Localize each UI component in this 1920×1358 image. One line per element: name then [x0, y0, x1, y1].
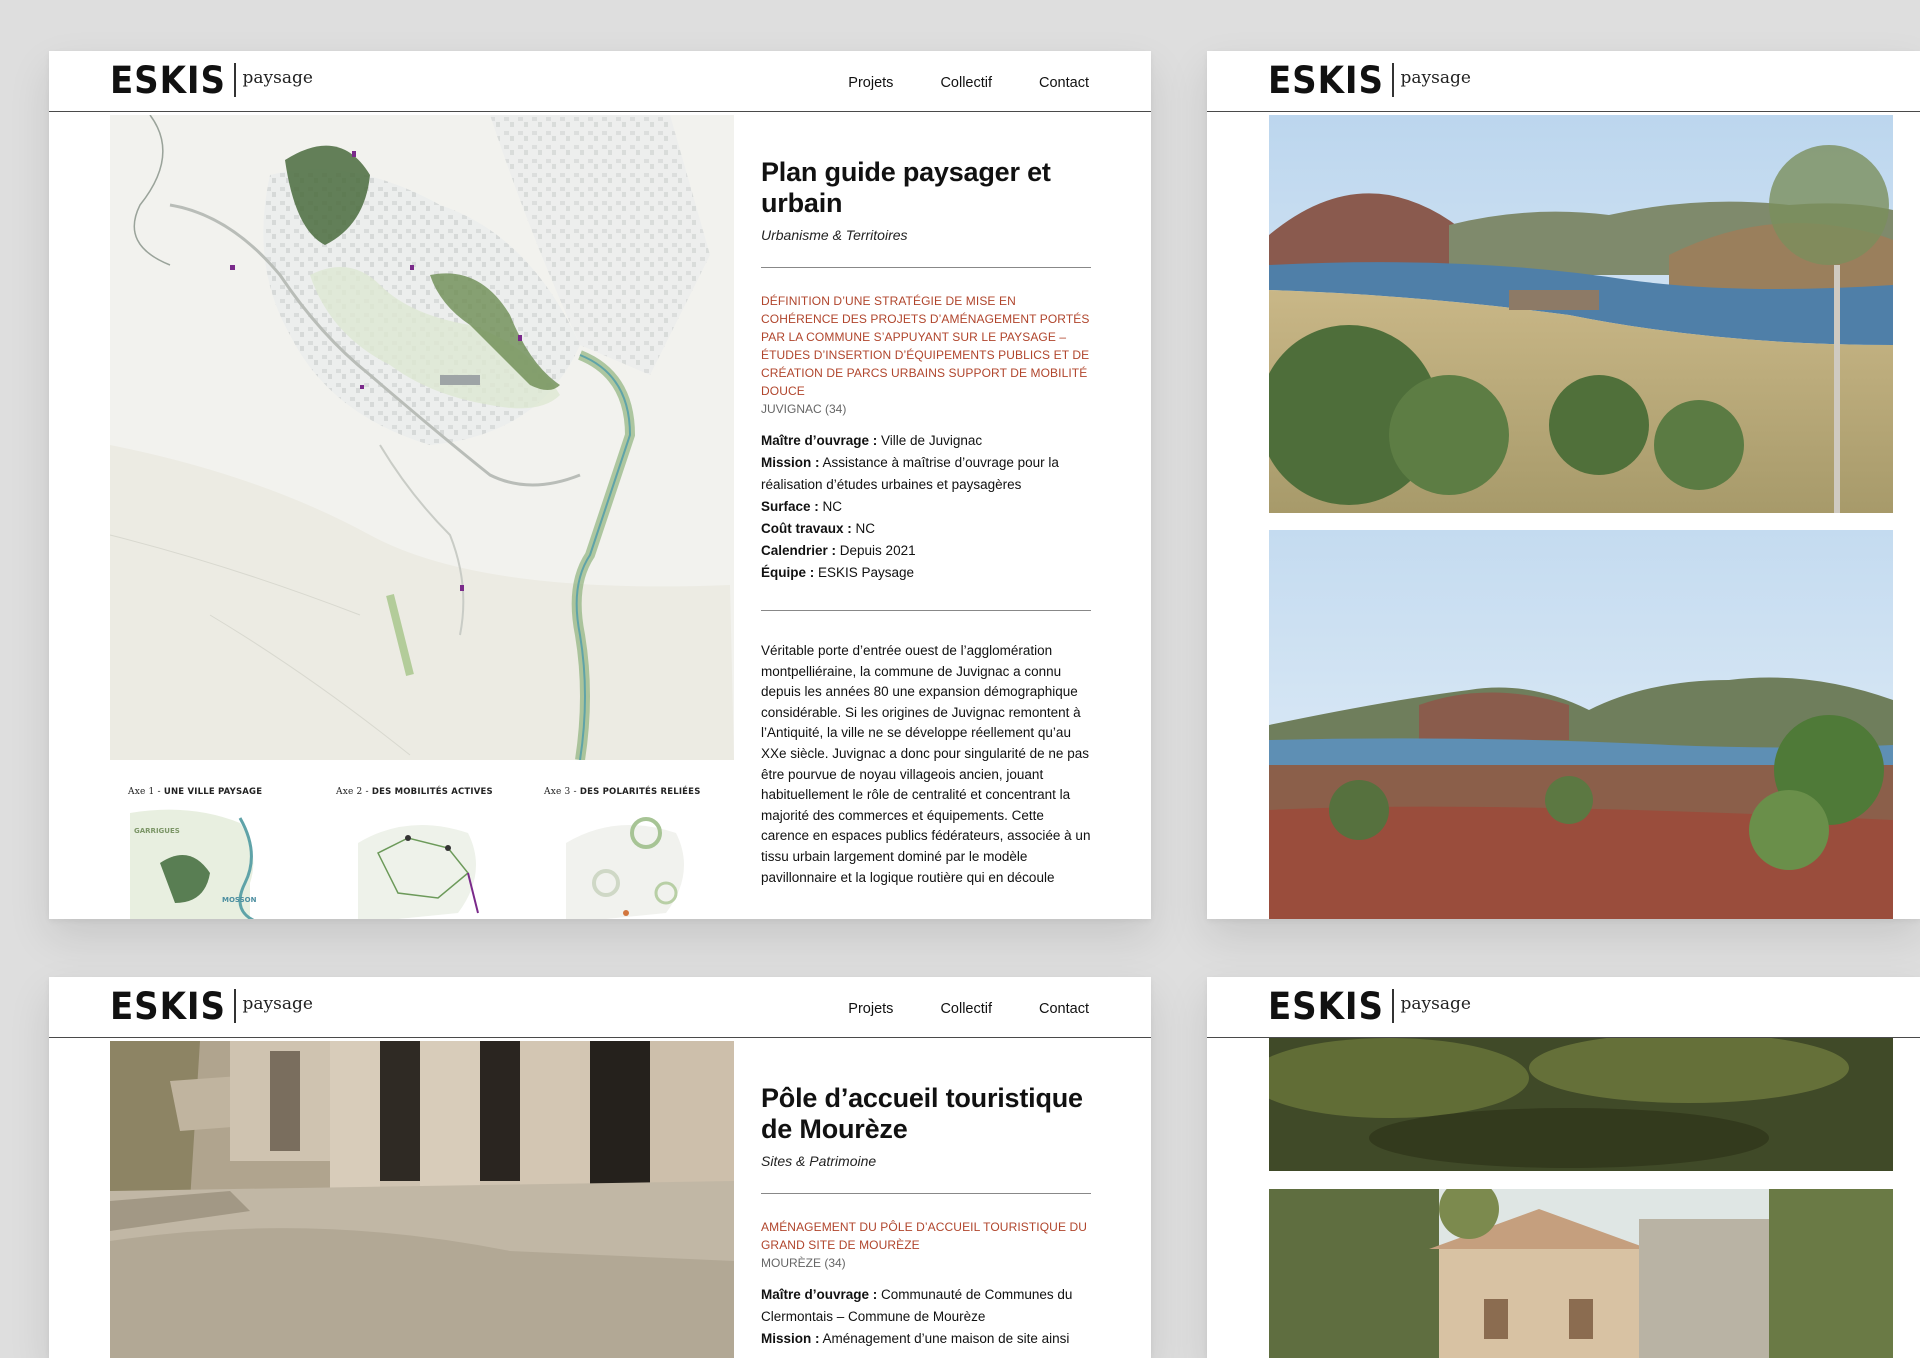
spec-row — [761, 496, 1091, 518]
nav-projects[interactable]: Projets — [848, 75, 894, 91]
axis-2-prefix: Axe 2 - — [336, 787, 372, 797]
project-category[interactable]: Urbanisme & Territoires — [761, 227, 908, 243]
project-lead: DÉFINITION D’UNE STRATÉGIE DE MISE EN COHÉRENCE DES PROJETS D’AMÉNAGEMENT PORTÉS PAR LA COMMUNE S’APPUYANT SUR LE PAYSAGE – ÉTUDES D’INSERTION D’ÉQUIPEMENTS PUBLICS ET DE CRÉATION DE PARCS URBAINS SUPPORT DE MOBILITÉ DOUCE — [761, 294, 1090, 398]
foliage-photo[interactable] — [1269, 1038, 1893, 1171]
axis-3-name: DES POLARITÉS RELIÉES — [579, 787, 701, 797]
spec-row — [761, 518, 1091, 540]
spec-label: Mission : — [761, 1331, 820, 1346]
axes-diagrams — [110, 787, 734, 919]
logo-brand: ESKIS — [110, 58, 226, 102]
logo-separator — [234, 989, 236, 1023]
logo-sub: paysage — [242, 68, 313, 88]
spec-value: Depuis 2021 — [836, 543, 916, 558]
site-header — [49, 977, 1151, 1038]
project-title: Plan guide paysager et urbain — [761, 157, 1051, 218]
spec-value: Assistance à maîtrise d’ouvrage pour la réalisation d’études urbaines et paysagères — [761, 455, 1059, 492]
site-header — [49, 51, 1151, 112]
axis-1-prefix: Axe 1 - — [128, 787, 164, 797]
project-info — [761, 115, 1091, 888]
spec-label: Coût travaux : — [761, 521, 852, 536]
divider — [761, 1193, 1091, 1194]
logo[interactable] — [110, 986, 313, 1026]
nav-collective[interactable]: Collectif — [940, 1001, 993, 1017]
main-nav — [801, 1001, 1089, 1017]
axis-3-caption — [544, 787, 734, 797]
logo-separator — [234, 63, 236, 97]
main-nav — [801, 75, 1089, 91]
project-location: MOURÈZE (34) — [761, 1256, 846, 1270]
spec-label: Calendrier : — [761, 543, 837, 558]
axis-1-name: UNE VILLE PAYSAGE — [163, 787, 263, 797]
spec-value: Aménagement d’une maison de site ainsi — [819, 1331, 1070, 1346]
spec-value: ESKIS Paysage — [814, 565, 915, 580]
spec-row — [761, 540, 1091, 562]
divider — [761, 610, 1091, 611]
axis-2-caption — [336, 787, 526, 797]
spec-label: Équipe : — [761, 565, 815, 580]
architecture-photo[interactable] — [110, 1041, 734, 1358]
project-page-moureze — [49, 977, 1151, 1358]
gallery-page-landscape — [1207, 51, 1920, 919]
spec-label: Maître d’ouvrage : — [761, 433, 878, 448]
project-specs — [761, 1284, 1091, 1350]
logo-sub: paysage — [242, 994, 313, 1014]
logo-brand: ESKIS — [1268, 58, 1384, 102]
plan-map-image — [110, 115, 734, 760]
building-photo[interactable] — [1269, 1189, 1893, 1358]
spec-value: Ville de Juvignac — [877, 433, 983, 448]
logo-brand: ESKIS — [1268, 984, 1384, 1028]
project-specs — [761, 430, 1091, 584]
nav-contact[interactable]: Contact — [1039, 1001, 1089, 1017]
spec-row — [761, 1284, 1091, 1328]
axis-3-diagram — [526, 803, 734, 919]
axis-2-name: DES MOBILITÉS ACTIVES — [371, 787, 493, 797]
logo-separator — [1392, 63, 1394, 97]
project-location: JUVIGNAC (34) — [761, 402, 847, 416]
axis-1-label-mosson: MOSSON — [222, 896, 257, 904]
logo-sub: paysage — [1400, 994, 1471, 1014]
project-visual — [110, 115, 734, 919]
spec-label: Surface : — [761, 499, 819, 514]
spec-row — [761, 1328, 1091, 1350]
project-page-juvignac — [49, 51, 1151, 919]
site-header — [1207, 51, 1920, 112]
logo[interactable] — [110, 60, 313, 100]
spec-label: Maître d’ouvrage : — [761, 1287, 878, 1302]
divider — [761, 267, 1091, 268]
spec-row — [761, 452, 1091, 496]
logo-sub: paysage — [1400, 68, 1471, 88]
site-header — [1207, 977, 1920, 1038]
spec-value: NC — [851, 521, 876, 536]
gallery-page-moureze — [1207, 977, 1920, 1358]
nav-collective[interactable]: Collectif — [940, 75, 993, 91]
spec-row — [761, 562, 1091, 584]
axis-1 — [110, 787, 318, 919]
nav-contact[interactable]: Contact — [1039, 75, 1089, 91]
axis-1-caption — [128, 787, 318, 797]
axis-2-diagram — [318, 803, 526, 919]
axis-2 — [318, 787, 526, 919]
spec-value: NC — [818, 499, 843, 514]
axis-1-diagram — [110, 803, 318, 919]
nav-projects[interactable]: Projets — [848, 1001, 894, 1017]
logo[interactable] — [1268, 986, 1471, 1026]
project-visual — [110, 1041, 734, 1358]
spec-row — [761, 430, 1091, 452]
project-description: Véritable porte d’entrée ouest de l’agglomération montpelliéraine, la commune de Juvignac a connu depuis les années 80 une expansion démographique considérable. Si les origines de Juvignac remontent à l’Antiquité, la ville ne se développe réellement qu’au XXe siècle. Juvignac a donc pour singularité de ne pas être pourvue de noyau villageois ancien, jouant habituellement le rôle de centralité et concentrant la majorité des commerces et équipements. Cette carence en espaces publics fédérateurs, associée à un tissu urbain largement dominé par le modèle pavillonnaire et la logique routière qui en découle — [761, 643, 1091, 885]
logo[interactable] — [1268, 60, 1471, 100]
project-title: Pôle d’accueil touristique de Mourèze — [761, 1083, 1083, 1144]
project-lead: AMÉNAGEMENT DU PÔLE D’ACCUEIL TOURISTIQUE DU GRAND SITE DE MOURÈZE — [761, 1220, 1088, 1252]
landscape-photo[interactable] — [1269, 115, 1893, 513]
landscape-photo-2[interactable] — [1269, 530, 1893, 919]
logo-brand: ESKIS — [110, 984, 226, 1028]
spec-label: Mission : — [761, 455, 820, 470]
project-info — [761, 1041, 1091, 1350]
axis-1-label-garrigues: GARRIGUES — [134, 827, 180, 835]
axis-3 — [526, 787, 734, 919]
logo-separator — [1392, 989, 1394, 1023]
spec-value: Communauté de Communes du Clermontais – Commune de Mourèze — [761, 1287, 1073, 1324]
axis-3-prefix: Axe 3 - — [544, 787, 580, 797]
project-category[interactable]: Sites & Patrimoine — [761, 1153, 877, 1169]
